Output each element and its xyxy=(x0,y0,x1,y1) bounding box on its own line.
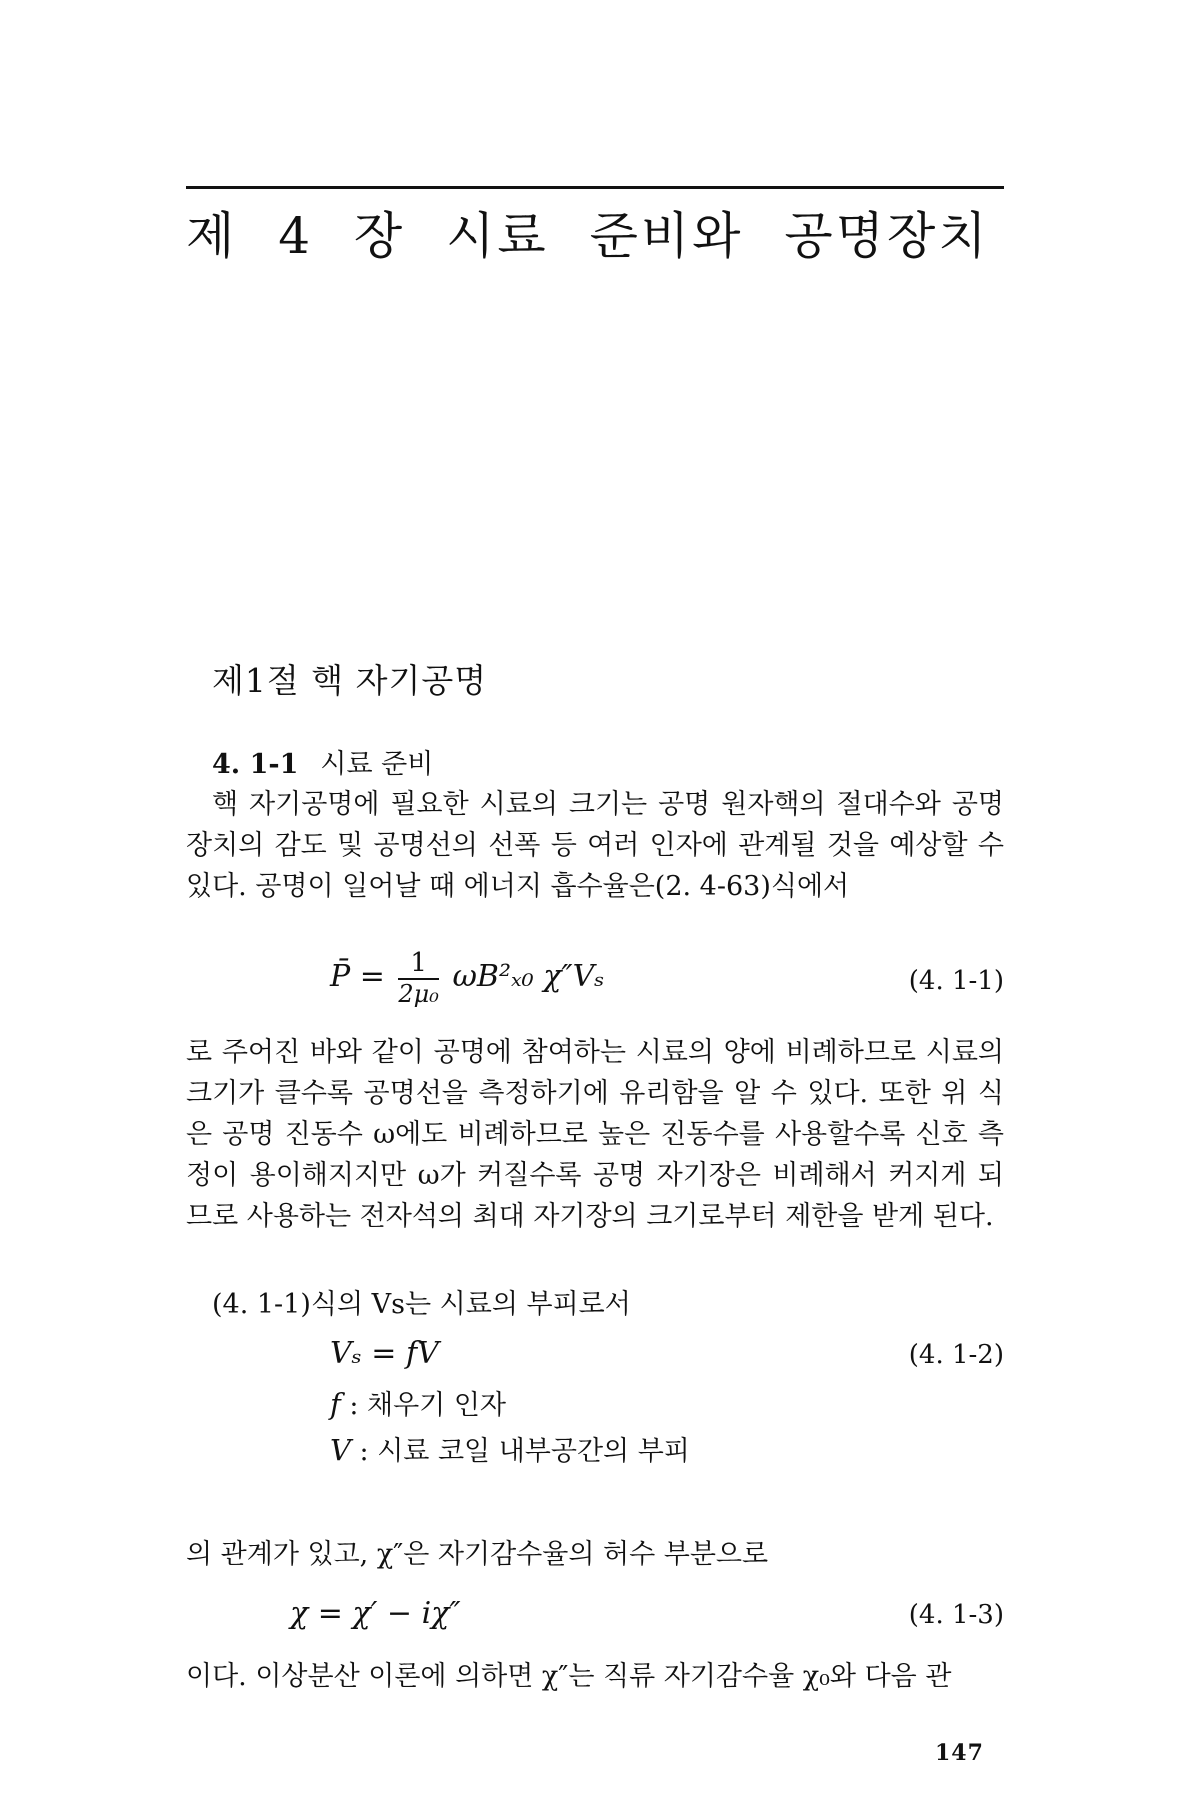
equation-rhs: ωB²ₓ₀ χ″Vₛ xyxy=(452,959,605,994)
equation-4-1-3: χ = χ′ − iχ″ xyxy=(290,1596,461,1631)
definition-symbol: V xyxy=(330,1433,351,1467)
equation-number-4-1-1: (4. 1-1) xyxy=(908,966,1004,996)
paragraph-1 xyxy=(186,784,1004,907)
chapter-title: 제 4 장 시료 준비와 공명장치 xyxy=(186,207,990,265)
definition-text: : 채우기 인자 xyxy=(340,1390,506,1421)
paragraph-2: 로 주어진 바와 같이 공명에 참여하는 시료의 양에 비례하므로 시료의 크기가 클수록 공명선을 측정하기에 유리함을 알 수 있다. 또한 위 식은 공명 진동수 ω에도 비례하므로 높은 진동수를 사용할수록 신호 측정이 용이해지지만 ω가 커질수록 공명 자기장은 비례해서 커지게 되므로 사용하는 전자석의 최대 자기장의 크기로부터 제한을 받게 된다. xyxy=(186,1037,1004,1232)
paragraph-3: (4. 1-1)식의 Vs는 시료의 부피로서 xyxy=(212,1289,631,1320)
definition-text: : 시료 코일 내부공간의 부피 xyxy=(350,1436,690,1467)
equation-fraction xyxy=(398,948,439,1008)
definition-symbol: f xyxy=(330,1387,341,1421)
definition-list xyxy=(330,1382,690,1474)
page-number: 147 xyxy=(935,1740,984,1766)
definition-f xyxy=(330,1382,690,1428)
equation-lhs: P̄ = xyxy=(330,959,385,994)
equation-4-1-2: Vₛ = fV xyxy=(330,1336,439,1371)
subsection-title: 시료 준비 xyxy=(320,749,434,780)
paragraph-1-text: 핵 자기공명에 필요한 시료의 크기는 공명 원자핵의 절대수와 공명장치의 감도 및 공명선의 선폭 등 여러 인자에 관계될 것을 예상할 수 있다. 공명이 일어날 때 에너지 흡수율은(2. 4-63)식에서 xyxy=(186,789,1004,902)
fraction-numerator: 1 xyxy=(398,948,439,980)
paragraph-5: 이다. 이상분산 이론에 의하면 χ″는 직류 자기감수율 χ₀와 다음 관 xyxy=(186,1661,952,1692)
chapter-rule xyxy=(186,186,1004,189)
subsection-heading xyxy=(212,742,433,781)
equation-4-1-1 xyxy=(330,948,604,1008)
subsection-number: 4. 1-1 xyxy=(212,749,299,780)
fraction-denominator: 2μ₀ xyxy=(398,980,439,1008)
section-title: 제1절 핵 자기공명 xyxy=(212,661,488,700)
equation-number-4-1-3: (4. 1-3) xyxy=(908,1600,1004,1630)
paragraph-4: 의 관계가 있고, χ″은 자기감수율의 허수 부분으로 xyxy=(186,1539,769,1570)
definition-v xyxy=(330,1428,690,1474)
equation-number-4-1-2: (4. 1-2) xyxy=(908,1340,1004,1370)
